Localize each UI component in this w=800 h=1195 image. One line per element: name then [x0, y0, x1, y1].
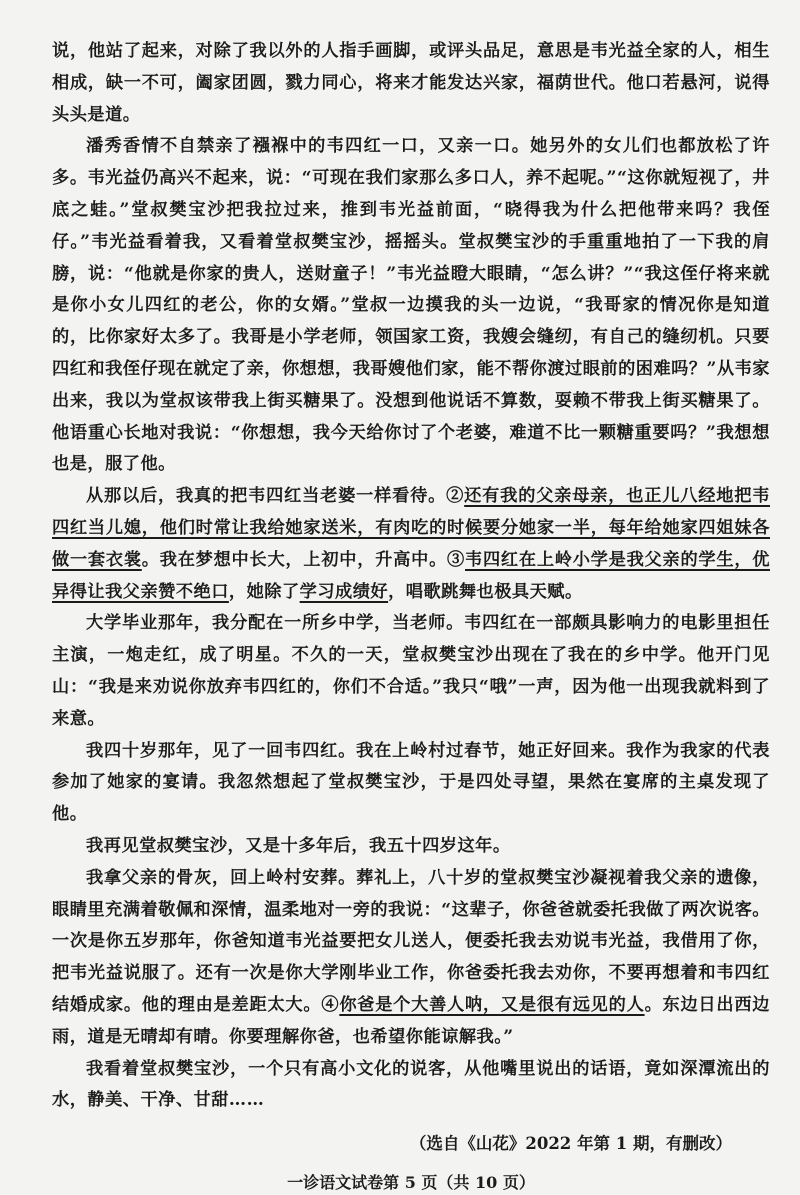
underlined-phrase: 学习成绩好 — [299, 581, 389, 602]
underlined-sentence-4: 你爸是个大善人呐，又是很有远见的人 — [339, 994, 645, 1015]
paragraph-6: 我再见堂叔樊宝沙，又是十多年后，我五十四岁这年。 — [86, 835, 511, 856]
paragraph-5: 我四十岁那年，见了一回韦四红。我在上岭村过春节，她正好回来。我作为我家的代表参加了她家的宴请。我忽然想起了堂叔樊宝沙，于是四处寻望，果然在宴席的主桌发现了他。 — [52, 740, 770, 825]
paragraph-1: 说，他站了起来，对除了我以外的人指手画脚，或评头品足，意思是韦光益全家的人，相生相成，缺一不可，阖家团圆，戮力同心，将来才能发达兴家，福荫世代。他口若悬河，说得头头是道。 — [52, 41, 770, 125]
paragraph-3-text-b: 。我在梦想中长大，上初中，升高中。 — [141, 549, 448, 570]
paragraph-3-text-a: 从那以后，我真的把韦四红当老婆一样看待。 — [86, 486, 447, 507]
paragraph-7 — [52, 863, 770, 1054]
marker-2: ② — [446, 486, 465, 507]
paragraph-4: 大学毕业那年，我分配在一所乡中学，当老师。韦四红在一部颇具影响力的电影里担任主演，一炮走红，成了明星。不久的一天，堂叔樊宝沙出现在了我在的乡中学。他开门见山：“我是来劝说你放弃韦四红的，你们不合适。”我只“哦”一声，因为他一出现我就料到了来意。 — [52, 613, 770, 729]
underlined-sentence-3: 韦四红在上岭小学是我父亲的学生，优异得让我父亲赞不绝口 — [52, 549, 770, 602]
paragraph-7-text-b: 。东边日出西边雨，道是无晴却有晴。你要理解你爸，也希望你能谅解我。” — [52, 994, 770, 1047]
paragraph-7-text-a: 我拿父亲的骨灰，回上岭村安葬。葬礼上，八十岁的堂叔樊宝沙凝视着我父亲的遗像，眼睛里充满着敬佩和深情，温柔地对一旁的我说：“这辈子，你爸爸就委托我做了两次说客。一次是你五岁那年，你爸知道韦光益要把女儿送人，便委托我去劝说韦光益，我借用了你，把韦光益说服了。还有一次是你大学刚毕业工作，你爸委托我去劝你，不要再想着和韦四红结婚成家。他的理由是差距太大。 — [52, 867, 770, 1015]
marker-4: ④ — [321, 994, 340, 1015]
source-citation: （选自《山花》2022 年第 1 期，有删改） — [409, 1134, 732, 1154]
paragraph-3-text-d: ，唱歌跳舞也极具天赋。 — [388, 581, 583, 602]
underlined-sentence-2: 还有我的父亲母亲，也正儿八经地把韦四红当儿媳，他们时常让我给她家送米，有肉吃的时候要分她家一半，每年给她家四姐妹各做一套衣裳 — [52, 486, 770, 570]
page-footer: 一诊语文试卷第 5 页（共 10 页） — [287, 1173, 535, 1193]
marker-3: ③ — [447, 549, 465, 570]
paragraph-8: 我看着堂叔樊宝沙，一个只有高小文化的说客，从他嘴里说出的话语，竟如深潭流出的水，静美、干净、甘甜…… — [52, 1058, 770, 1111]
paragraph-2: 潘秀香情不自禁亲了襁褓中的韦四红一口，又亲一口。她另外的女儿们也都放松了许多。韦光益仍高兴不起来，说：“可现在我们家那么多口人，养不起呢。”“这你就短视了，井底之蛙。”堂叔樊宝沙把我拉过来，推到韦光益前面，“晓得我为什么把他带来吗？我侄仔。”韦光益看着我，又看着堂叔樊宝沙，摇摇头。堂叔樊宝沙的手重重地拍了一下我的肩膀，说：“他就是你家的贵人，送财童子！”韦光益瞪大眼睛，“怎么讲？”“我这侄仔将来就是你小女儿四红的老公，你的女婿。”堂叔一边摸我的头一边说，“我哥家的情况你是知道的，比你家好太多了。我哥是小学老师，领国家工资，我嫂会缝纫，有自己的缝纫机。只要四红和我侄仔现在就定了亲，你想想，我哥嫂他们家，能不帮你渡过眼前的困难吗？”从韦家出来，我以为堂叔该带我上街买糖果了。没想到他说话不算数，耍赖不带我上街买糖果了。他语重心长地对我说：“你想想，我今天给你讨了个老婆，难道不比一颗糖重要吗？”我想想也是，服了他。 — [52, 136, 770, 475]
paragraph-3-text-c: ，她除了 — [228, 581, 300, 602]
paragraph-3 — [52, 481, 770, 608]
